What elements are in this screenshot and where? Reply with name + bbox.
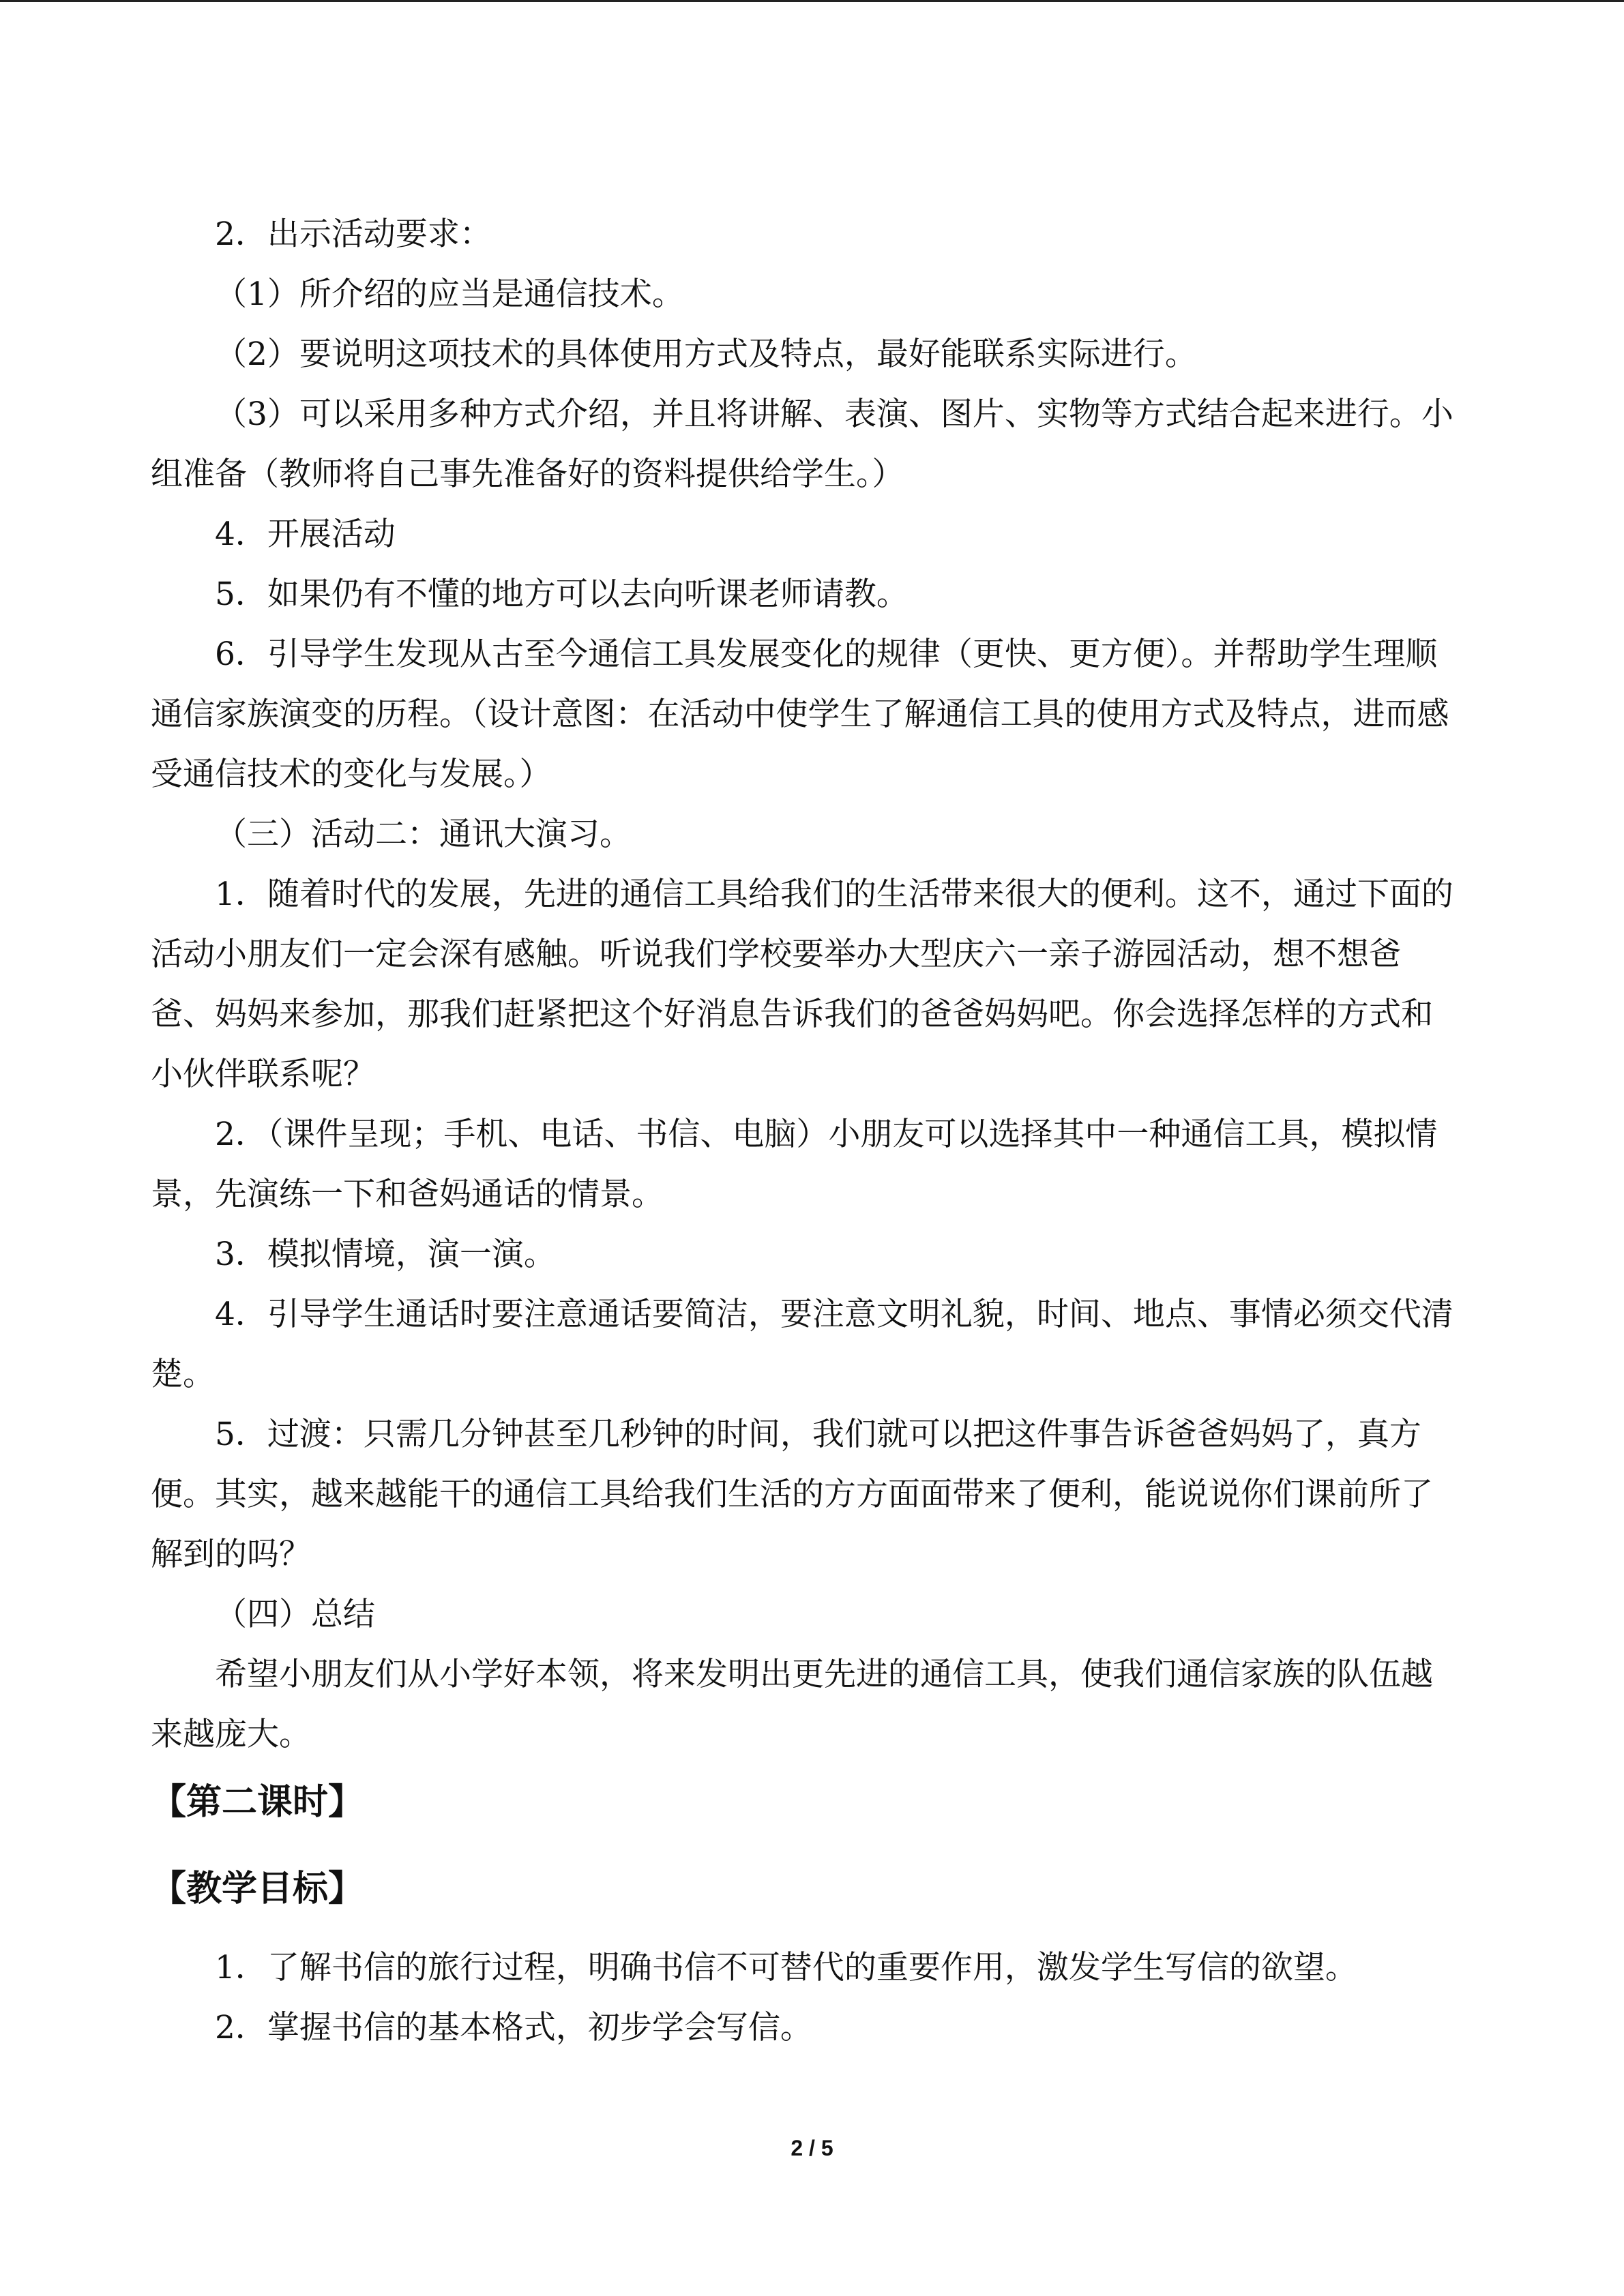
paragraph-requirement-3 (151, 385, 1474, 505)
paragraph-requirement-2 (151, 325, 1474, 385)
text-line: 组准备（教师将自己事先准备好的资料提供给学生。） (151, 456, 904, 493)
lesson-heading: 【第二课时】 (151, 1782, 364, 1823)
text-line: 6．引导学生发现从古至今通信工具发展变化的规律（更快、更方便）。并帮助学生理顺 (215, 636, 1438, 673)
paragraph-step-6 (151, 625, 1474, 805)
paragraph-activity-two-step-2 (151, 1105, 1474, 1225)
text-line: 活动小朋友们一定会深有感触。听说我们学校要举办大型庆六一亲子游园活动，想不想爸 (151, 936, 1401, 973)
text-line: 2．（课件呈现；手机、电话、书信、电脑）小朋友可以选择其中一种通信工具，模拟情 (215, 1116, 1438, 1153)
text-line: （3）可以采用多种方式介绍，并且将讲解、表演、图片、实物等方式结合起来进行。小 (215, 396, 1453, 433)
text-line: （四）总结 (215, 1596, 375, 1633)
paragraph-activity-two-step-4 (151, 1285, 1474, 1405)
text-line: 楚。 (151, 1356, 215, 1393)
text-line: 便。其实，越来越能干的通信工具给我们生活的方方面面带来了便利，能说说你们课前所了 (151, 1476, 1433, 1513)
document-body (151, 205, 1474, 2058)
text-line: 希望小朋友们从小学好本领，将来发明出更先进的通信工具，使我们通信家族的队伍越 (215, 1656, 1433, 1693)
text-line: 2．出示活动要求： (215, 215, 492, 253)
paragraph-activity-two-step-3 (151, 1225, 1474, 1285)
goals-heading: 【教学目标】 (151, 1868, 364, 1909)
text-line: 小伙伴联系呢？ (151, 1056, 375, 1093)
paragraph-activity-requirements (151, 205, 1474, 265)
text-line: 景，先演练一下和爸妈通话的情景。 (151, 1176, 664, 1213)
text-line: 1．随着时代的发展，先进的通信工具给我们的生活带来很大的便利。这不，通过下面的 (215, 876, 1453, 913)
text-line: 受通信技术的变化与发展。） (151, 756, 552, 793)
text-line: 5．如果仍有不懂的地方可以去向听课老师请教。 (215, 576, 909, 613)
paragraph-requirement-1 (151, 265, 1474, 325)
paragraph-activity-two-step-1 (151, 865, 1474, 1105)
goal-item: 1．了解书信的旅行过程，明确书信不可替代的重要作用，激发学生写信的欲望。 (215, 1949, 1357, 1986)
text-line: 5．过渡：只需几分钟甚至几秒钟的时间，我们就可以把这件事告诉爸爸妈妈了，真方 (215, 1416, 1421, 1453)
paragraph-step-4 (151, 505, 1474, 565)
goal-item: 2．掌握书信的基本格式，初步学会写信。 (215, 2009, 812, 2046)
paragraph-step-5 (151, 565, 1474, 625)
text-line: （三）活动二：通讯大演习。 (215, 816, 632, 853)
text-line: 3．模拟情境，演一演。 (215, 1236, 556, 1273)
text-line: 4．开展活动 (215, 516, 396, 553)
section-heading-activity-two (151, 805, 1474, 865)
text-line: 通信家族演变的历程。（设计意图：在活动中使学生了解通信工具的使用方式及特点，进而感 (151, 696, 1449, 733)
goals-list (151, 1938, 1474, 2058)
paragraph-activity-two-step-5 (151, 1405, 1474, 1585)
text-line: 爸、妈妈来参加，那我们赶紧把这个好消息告诉我们的爸爸妈妈吧。你会选择怎样的方式和 (151, 996, 1433, 1033)
text-line: （2）要说明这项技术的具体使用方式及特点，最好能联系实际进行。 (215, 336, 1197, 373)
paragraph-summary (151, 1645, 1474, 1765)
page-top-border (0, 0, 1624, 2)
text-line: 4．引导学生通话时要注意通话要简洁，要注意文明礼貌，时间、地点、事情必须交代清 (215, 1296, 1453, 1333)
page-number: 2 / 5 (791, 2136, 833, 2160)
section-heading-summary (151, 1585, 1474, 1645)
text-line: 来越庞大。 (151, 1716, 311, 1753)
text-line: （1）所介绍的应当是通信技术。 (215, 275, 684, 313)
text-line: 解到的吗？ (151, 1536, 311, 1573)
